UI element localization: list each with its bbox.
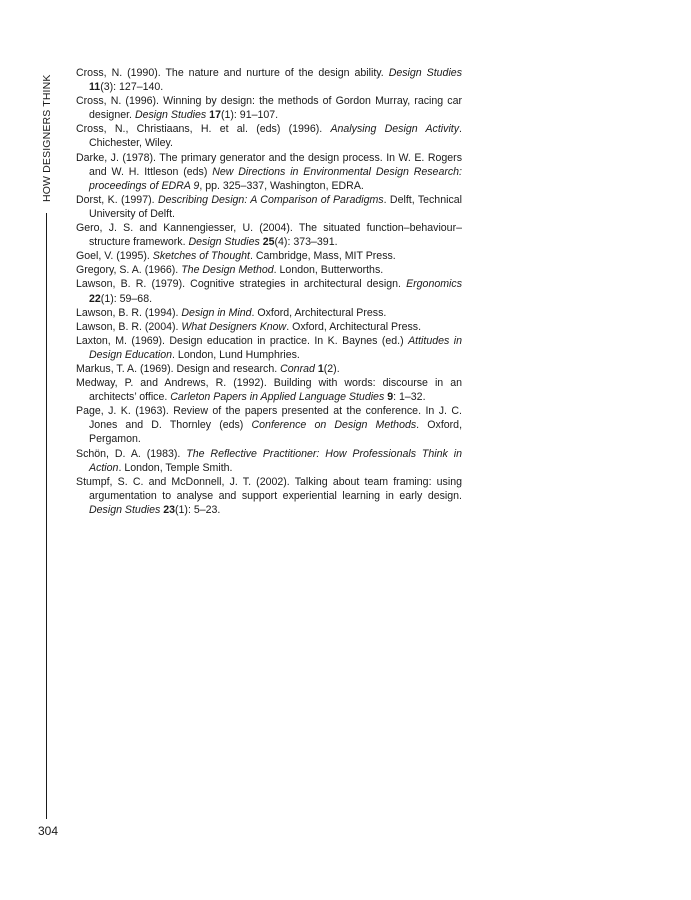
reference-title: Design Studies <box>388 67 462 79</box>
reference-entry <box>76 475 462 517</box>
reference-text: . Oxford, Architectural Press. <box>251 306 387 319</box>
reference-entry <box>76 277 462 305</box>
reference-text: (1): 91–107. <box>220 109 279 122</box>
reference-text: (3): 127–140. <box>100 81 164 94</box>
reference-title: Describing Design: A Comparison of Paradigms <box>157 193 384 206</box>
reference-title: The Reflective Practitioner: How Professionals Think in Action <box>89 447 462 474</box>
reference-volume: 23 <box>163 503 176 516</box>
reference-text: . Oxford, Pergamon. <box>89 419 463 446</box>
reference-entry <box>76 334 462 362</box>
reference-text: Markus, T. A. (1969). Design and research. <box>76 362 281 375</box>
reference-entry <box>76 362 462 376</box>
reference-text: Cross, N., Christiaans, H. et al. (eds) (1996). <box>76 123 331 136</box>
reference-title: Attitudes in Design Education <box>89 334 462 361</box>
reference-title: Ergonomics <box>406 278 462 291</box>
reference-volume: 17 <box>209 109 221 122</box>
reference-title: Carleton Papers in Applied Language Studies <box>170 391 385 404</box>
reference-entry <box>76 249 462 263</box>
reference-volume: 25 <box>262 236 275 249</box>
reference-text: Lawson, B. R. (1994). <box>76 306 182 319</box>
reference-entry <box>76 193 462 221</box>
reference-text: . London, Lund Humphries. <box>172 348 300 361</box>
reference-text: Gregory, S. A. (1966). <box>76 264 182 277</box>
reference-text: , pp. 325–337, Washington, EDRA. <box>199 179 364 192</box>
reference-text: Gero, J. S. and Kannengiesser, U. (2004). The situated function–behaviour–structure framework. <box>76 222 462 249</box>
reference-volume: 1 <box>317 362 324 375</box>
reference-text: . London, Butterworths. <box>273 264 384 277</box>
reference-title: Design Studies <box>188 236 260 249</box>
reference-text: Lawson, B. R. (1979). Cognitive strategies in architectural design. <box>76 278 407 291</box>
reference-volume: 9 <box>387 391 394 404</box>
reference-volume: 22 <box>89 292 101 305</box>
reference-text: Medway, P. and Andrews, R. (1992). Building with words: discourse in an architects’ office. <box>76 377 462 404</box>
reference-title: Conrad <box>280 362 315 375</box>
reference-entry <box>76 306 462 320</box>
reference-title: What Designers Know <box>181 320 287 333</box>
reference-text: Cross, N. (1990). The nature and nurture of the design ability. <box>76 67 389 79</box>
reference-text: Laxton, M. (1969). Design education in practice. In K. Baynes (ed.) <box>76 334 409 347</box>
reference-title: Design Studies <box>89 503 161 516</box>
reference-entry <box>76 151 462 193</box>
reference-entry <box>76 66 462 94</box>
reference-text: (1): 59–68. <box>100 292 153 305</box>
reference-text: Goel, V. (1995). <box>76 250 153 263</box>
reference-volume: 11 <box>89 81 101 94</box>
reference-title: The Design Method <box>181 264 274 277</box>
reference-entry <box>76 221 462 249</box>
reference-text: (1): 5–23. <box>175 503 221 516</box>
reference-text: Stumpf, S. C. and McDonnell, J. T. (2002). Talking about team framing: using argumentation to analyse and support experiential learning in early design. <box>76 475 462 502</box>
reference-entry <box>76 263 462 277</box>
reference-entry <box>76 376 462 404</box>
margin-rule <box>46 213 47 819</box>
reference-title: Sketches of Thought <box>152 250 250 263</box>
reference-list <box>76 66 462 517</box>
running-head <box>40 66 55 202</box>
reference-text: . Oxford, Architectural Press. <box>286 320 422 333</box>
reference-title: Design Studies <box>134 109 207 122</box>
reference-text: Page, J. K. (1963). Review of the papers presented at the conference. In J. C. Jones and D. Thornley (eds) <box>76 405 462 432</box>
page-number: 304 <box>38 824 59 838</box>
reference-text: (4): 373–391. <box>274 236 338 249</box>
reference-text: Dorst, K. (1997). <box>76 193 158 206</box>
reference-entry <box>76 447 462 475</box>
reference-text: . Cambridge, Mass, MIT Press. <box>249 250 396 263</box>
reference-entry <box>76 320 462 334</box>
reference-title: Analysing Design Activity <box>330 123 460 136</box>
reference-text: . Delft, Technical University of Delft. <box>89 193 462 220</box>
reference-title: Design in Mind <box>181 306 252 319</box>
running-head-text: HOW DESIGNERS THINK <box>41 74 53 202</box>
reference-entry <box>76 94 462 122</box>
reference-text: Lawson, B. R. (2004). <box>76 320 182 333</box>
reference-text: : 1–32. <box>393 391 426 404</box>
reference-text: Darke, J. (1978). The primary generator and the design process. In W. E. Rogers and W. H. Ittleson (eds) <box>76 151 462 178</box>
reference-text: Schön, D. A. (1983). <box>76 447 187 460</box>
reference-title: Conference on Design Methods <box>251 419 417 432</box>
reference-text: . Chichester, Wiley. <box>89 123 462 150</box>
reference-title: New Directions in Environmental Design Research: proceedings of EDRA 9 <box>89 165 462 192</box>
reference-text: . London, Temple Smith. <box>118 461 233 474</box>
reference-entry <box>76 404 462 446</box>
reference-entry <box>76 122 462 150</box>
reference-text: Cross, N. (1996). Winning by design: the methods of Gordon Murray, racing car designer. <box>76 95 462 122</box>
reference-text: (2). <box>323 362 340 375</box>
